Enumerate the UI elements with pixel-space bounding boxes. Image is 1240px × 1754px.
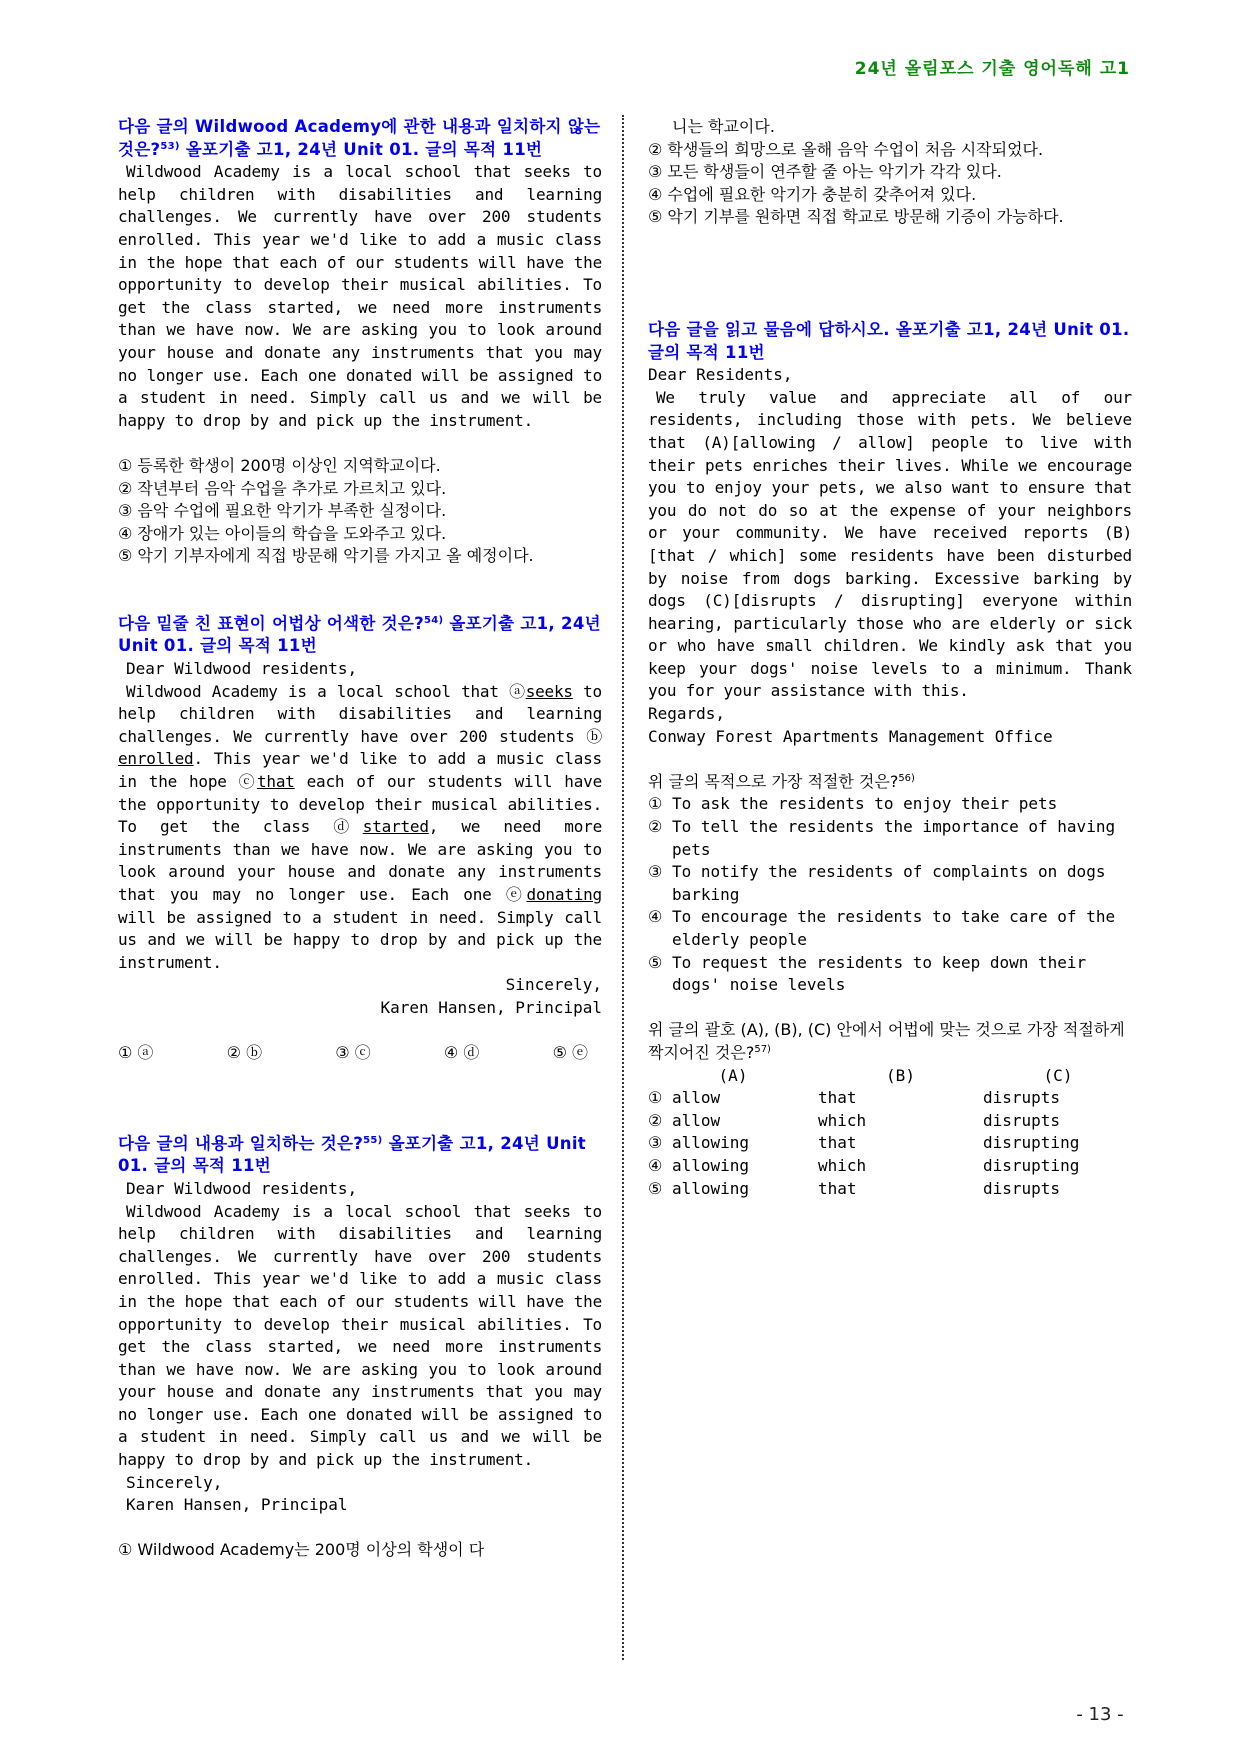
question-53-stem-text: 다음 글의 Wildwood Academy에 관한 내용과 일치하지 않는 것은?	[118, 117, 601, 159]
option-57-1-a	[648, 1087, 818, 1110]
question-55-closing: Sincerely,	[126, 1472, 223, 1492]
option-54-5[interactable]: ⑤ ⓔ	[552, 1043, 588, 1063]
underlined-a: seeks	[525, 681, 573, 701]
option-57-1[interactable]	[648, 1087, 1132, 1110]
question-56-stem	[648, 771, 1132, 794]
option-number: ④	[648, 1155, 663, 1175]
passage-text: . This year we'd like to add a music class in the hope	[118, 749, 602, 792]
option-number: ⑤	[648, 1178, 663, 1198]
question-55-passage: Wildwood Academy is a local school that seeks to help children with disabilities and learning challenges. We currently have over 200 students enrolled. This year we'd like to add a music class in the hope that each of our students will have the opportunity to develop their musical abilities. To get the class started, we need more instruments than we have now. We are asking you to look around your house and donate any instruments that you may no longer use. Each one donated will be assigned to a student in need. Simply call us and we will be happy to drop by and pick up the instrument.	[118, 1201, 602, 1470]
question-55-stem	[118, 1133, 602, 1178]
option-number: ②	[648, 1110, 663, 1130]
column-header-a: (A)	[718, 1065, 748, 1085]
option-number: ①	[648, 1088, 663, 1108]
option-57-5-c: disrupts	[983, 1178, 1061, 1198]
option-53-2[interactable]: ② 작년부터 음악 수업을 추가로 가르치고 있다.	[118, 478, 447, 498]
footnote-54: 54)	[423, 614, 444, 626]
footnote-56: 56)	[898, 772, 915, 784]
marker-c: ⓒ	[238, 772, 257, 792]
question-56-57	[648, 319, 1132, 1200]
underlined-d: started	[362, 817, 429, 837]
option-55-1-continued-text: 니는 학교이다.	[672, 117, 775, 136]
column-divider	[622, 115, 624, 1660]
footnote-53: 53)	[160, 140, 180, 152]
question-54	[118, 613, 602, 1065]
page-number: - 13 -	[1076, 1704, 1124, 1725]
question-56-57-signature: Conway Forest Apartments Management Office	[648, 726, 1053, 746]
option-53-3[interactable]: ③ 음악 수업에 필요한 악기가 부족한 실정이다.	[118, 501, 447, 521]
option-55-1[interactable]: ① Wildwood Academy는 200명 이상의 학생이 다	[118, 1540, 485, 1560]
passage-text: Wildwood Academy is a local school that	[126, 681, 510, 701]
marker-b: ⓑ	[586, 726, 602, 746]
option-57-5-a	[648, 1178, 818, 1201]
footnote-57: 57)	[754, 1043, 771, 1055]
page-header-title: 24년 올림포스 기출 영어독해 고1	[854, 59, 1130, 79]
option-value-a: allow	[671, 1110, 721, 1130]
option-57-2[interactable]	[648, 1110, 1132, 1133]
option-57-3-b: that	[818, 1133, 857, 1153]
option-55-4[interactable]: ④ 수업에 필요한 악기가 충분히 갖추어져 있다.	[648, 184, 977, 204]
question-56-57-passage: We truly value and appreciate all of our residents, including those with pets. We believe that (A)[allowing / allow] people to live with their pets enriches their lives. While we encourage you to enjoy your pets, we also want to ensure that you do not do so at the expense of your neighbors or your community. We have received reports (B)[that / which] some residents have been disturbed by noise from dogs barking. Excessive barking by dogs (C)[disrupts / disrupting] everyone within hearing, particularly those who are elderly or sick or who have small children. We kindly ask that you keep your dogs' noise levels to a minimum. Thank you for your assistance with this.	[648, 387, 1132, 701]
question-55-greeting: Dear Wildwood residents,	[126, 1178, 358, 1198]
marker-e: ⓔ	[505, 885, 527, 904]
left-column	[118, 116, 602, 1562]
option-56-4[interactable]: ④ To encourage the residents to take care of the elderly people	[648, 907, 1116, 949]
option-54-2[interactable]: ② ⓑ	[226, 1043, 263, 1063]
column-header-b: (B)	[886, 1065, 915, 1085]
right-column	[648, 116, 1132, 1200]
option-53-4[interactable]: ④ 장애가 있는 아이들의 학습을 도와주고 있다.	[118, 523, 447, 543]
option-55-2[interactable]: ② 학생들의 희망으로 올해 음악 수업이 처음 시작되었다.	[648, 139, 1044, 159]
question-56-stem-text: 위 글의 목적으로 가장 적절한 것은?	[648, 771, 899, 791]
question-53-passage: Wildwood Academy is a local school that seeks to help children with disabilities and learning challenges. We currently have over 200 students enrolled. This year we'd like to add a music class in the hope that each of our students will have the opportunity to develop their musical abilities. To get the class started, we need more instruments than we have now. We are asking you to look around your house and donate any instruments that you may no longer use. Each one donated will be assigned to a student in need. Simply call us and we will be happy to drop by and pick up the instrument.	[118, 162, 602, 430]
question-54-source: 올포기출 고1, 24년 Unit 01. 글의 목적 11번	[118, 613, 601, 656]
option-53-1[interactable]: ① 등록한 학생이 200명 이상인 지역학교이다.	[118, 455, 441, 475]
question-56-57-stem: 다음 글을 읽고 물음에 답하시오. 올포기출 고1, 24년 Unit 01. 글의 목적 11번	[648, 319, 1130, 362]
option-value-a: allowing	[671, 1155, 750, 1175]
question-57-stem-text: 위 글의 괄호 (A), (B), (C) 안에서 어법에 맞는 것으로 가장 적절하게 짝지어진 것은?	[648, 1020, 1125, 1062]
option-54-3[interactable]: ③ ⓒ	[335, 1043, 371, 1063]
option-56-2[interactable]: ② To tell the residents the importance of having pets	[648, 817, 1116, 859]
option-57-1-b: that	[818, 1088, 857, 1108]
question-54-signature: Karen Hansen, Principal	[380, 997, 602, 1017]
option-57-3-c: disrupting	[983, 1133, 1080, 1153]
option-54-4[interactable]: ④ ⓓ	[443, 1043, 480, 1063]
passage-text: will be assigned to a student in need. Simply call us and we will be happy to drop by and pick up the instrument.	[118, 907, 602, 972]
passage-text: , we need more instruments than we have now. We are asking you to look around your house and donate any instruments that you may no longer use. Each one	[118, 817, 603, 904]
option-value-a: allowing	[671, 1178, 750, 1198]
option-55-1-continued[interactable]	[648, 116, 1132, 139]
option-57-4[interactable]	[648, 1155, 1132, 1178]
option-57-4-a	[648, 1155, 818, 1178]
question-53	[118, 116, 602, 568]
option-57-4-b: which	[818, 1155, 867, 1175]
question-54-closing: Sincerely,	[505, 975, 602, 995]
question-53-stem	[118, 116, 602, 161]
underlined-e: donating	[526, 885, 602, 904]
option-53-5[interactable]: ⑤ 악기 기부자에게 직접 방문해 악기를 가지고 올 예정이다.	[118, 546, 534, 566]
question-55-signature: Karen Hansen, Principal	[126, 1495, 348, 1515]
option-57-2-c: disrupts	[983, 1110, 1061, 1130]
question-54-greeting: Dear Wildwood residents,	[126, 659, 358, 679]
option-55-3[interactable]: ③ 모든 학생들이 연주할 줄 아는 악기가 각각 있다.	[648, 162, 1002, 182]
footnote-55: 55)	[363, 1134, 383, 1146]
option-57-3-a	[648, 1132, 818, 1155]
marker-a: ⓐ	[509, 681, 526, 701]
question-56-57-greeting: Dear Residents,	[648, 365, 793, 385]
question-57-table-header	[648, 1065, 1132, 1088]
column-header-c: (C)	[1043, 1065, 1073, 1085]
question-54-stem-text: 다음 밑줄 친 표현이 어법상 어색한 것은?	[118, 613, 424, 633]
option-57-4-c: disrupting	[983, 1155, 1080, 1175]
question-56-57-closing: Regards,	[648, 704, 726, 724]
question-55	[118, 1133, 602, 1562]
question-54-passage	[118, 681, 602, 975]
question-53-source: 올포기출 고1, 24년 Unit 01. 글의 목적 11번	[179, 139, 543, 159]
option-57-3[interactable]	[648, 1132, 1132, 1155]
option-57-5[interactable]	[648, 1178, 1132, 1201]
underlined-b: enrolled	[118, 749, 194, 769]
option-value-a: allowing	[671, 1133, 750, 1153]
marker-d: ⓓ	[333, 817, 363, 837]
passage-text: each of our students will have the opportunity to develop their musical abilities. To get the class	[118, 772, 603, 837]
option-value-a: allow	[671, 1088, 721, 1108]
question-55-stem-text: 다음 글의 내용과 일치하는 것은?	[118, 1133, 364, 1153]
option-54-1[interactable]: ① ⓐ	[118, 1043, 154, 1063]
option-57-5-b: that	[818, 1178, 857, 1198]
option-56-3[interactable]: ③ To notify the residents of complaints on dogs barking	[648, 862, 1106, 904]
option-55-5[interactable]: ⑤ 악기 기부를 원하면 직접 학교로 방문해 기증이 가능하다.	[648, 207, 1064, 227]
option-56-1[interactable]: ① To ask the residents to enjoy their pets	[648, 794, 1058, 814]
question-55-source: 올포기출 고1, 24년 Unit 01. 글의 목적 11번	[118, 1133, 586, 1176]
question-54-stem	[118, 613, 602, 658]
option-56-5[interactable]: ⑤ To request the residents to keep down their dogs' noise levels	[648, 952, 1087, 995]
option-number: ③	[648, 1133, 663, 1153]
question-57-stem	[648, 1019, 1132, 1064]
underlined-c: that	[256, 772, 295, 792]
option-57-2-b: which	[818, 1110, 867, 1130]
option-57-1-c: disrupts	[983, 1088, 1061, 1108]
question-54-options	[118, 1042, 602, 1065]
option-57-2-a	[648, 1110, 818, 1133]
passage-text: to help children with disabilities and learning challenges. We currently have over 200 students	[118, 681, 602, 746]
